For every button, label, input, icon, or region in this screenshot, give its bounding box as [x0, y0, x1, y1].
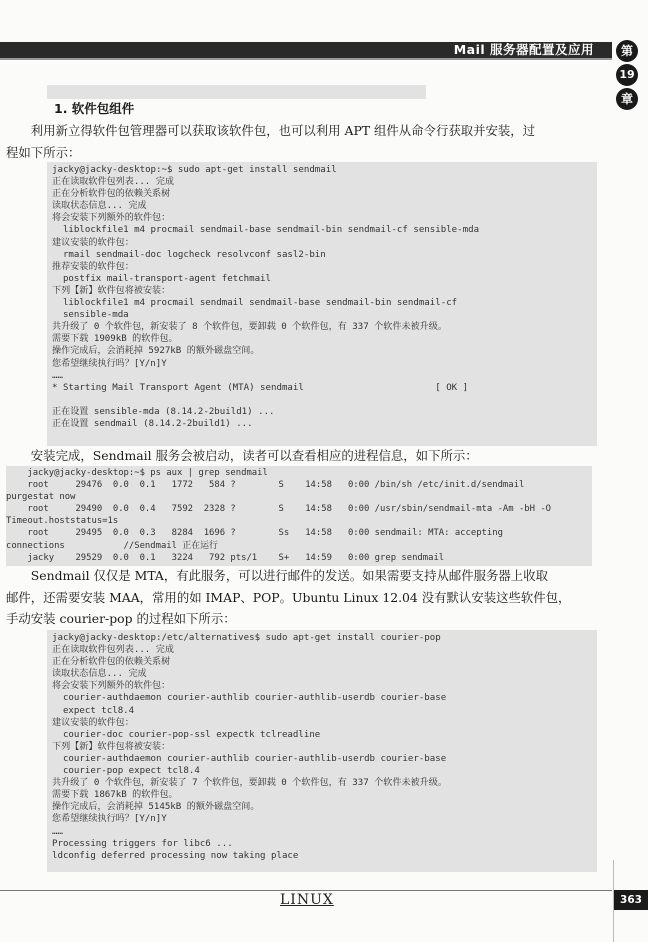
header-bar [0, 42, 612, 58]
code-line: courier-doc courier-pop-ssl expectk tclreadline [52, 729, 321, 740]
code-line: jacky@jacky-desktop:~$ sudo apt-get install sendmail [52, 165, 337, 175]
chapter-number: 19 [616, 64, 638, 86]
code-line: Processing triggers for libc6 ... [52, 838, 233, 849]
code-line: 正在设置 sendmail (8.14.2-2build1) ... [52, 418, 253, 429]
code-line: * Starting Mail Transport Agent (MTA) sendmail [ OK ] [52, 382, 469, 393]
paragraph-line: 邮件，还需要安装 MAA，常用的如 IMAP、POP。Ubuntu Linux 12.04 没有默认安装这些软件包， [6, 589, 571, 605]
code-line: root 29490 0.0 0.4 7592 2328 ? S 14:58 0:00 /usr/sbin/sendmail-mta -Am -bH -O [6, 504, 552, 515]
code-line: jacky 29529 0.0 0.1 3224 792 pts/1 S+ 14:59 0:00 grep sendmail [6, 552, 445, 563]
code-line: 读取状态信息... 完成 [52, 201, 147, 212]
code-line: 共升级了 0 个软件包，新安装了 8 个软件包，要卸载 0 个软件包，有 337 个软件未被升级。 [52, 322, 447, 333]
paragraph-line: 安装完成，Sendmail 服务会被启动，读者可以查看相应的进程信息，如下所示： [30, 448, 478, 463]
section-heading: 1. 软件包组件 [54, 101, 135, 116]
chapter-suffix: 章 [616, 88, 638, 110]
code-line: 将会安装下列额外的软件包： [52, 213, 171, 224]
code-line: postfix mail-transport-agent fetchmail [52, 273, 271, 284]
code-line: 将会安装下列额外的软件包： [52, 681, 171, 692]
code-line: 正在设置 sensible-mda (8.14.2-2build1) ... [52, 406, 275, 417]
code-line: liblockfile1 m4 procmail sendmail-base sendmail-bin sendmail-cf sensible-mda [52, 225, 480, 236]
code-line: 正在读取软件包列表... 完成 [52, 645, 174, 656]
page-number: 363 [614, 890, 648, 910]
code-line: courier-authdaemon courier-authlib courier-authlib-userdb courier-base [52, 753, 447, 764]
code-line: 操作完成后，会消耗掉 5145kB 的额外磁盘空间。 [52, 802, 260, 813]
code-line: 正在分析软件包的依赖关系树 [52, 657, 171, 668]
chapter-prefix: 第 [616, 40, 638, 62]
code-line: liblockfile1 m4 procmail sendmail sendmail-base sendmail-bin sendmail-cf [52, 298, 458, 309]
code-line: 建议安装的软件包： [52, 237, 134, 248]
code-line: Timeout.hoststatus=1s [6, 516, 119, 527]
chapter-badge [614, 40, 640, 112]
code-line: connections //Sendmail 正在运行 [6, 540, 218, 551]
paragraph-line: 利用新立得软件包管理器可以获取该软件包，也可以利用 APT 组件从命令行获取并安装，过 [30, 123, 536, 138]
paragraph-line: Sendmail 仅仅是 MTA，有此服务，可以进行邮件的发送。如果需要支持从邮件服务器上收取 [30, 568, 548, 583]
code-line: 下列【新】软件包将被安装： [52, 285, 171, 296]
code-line: courier-authdaemon courier-authlib courier-authlib-userdb courier-base [52, 693, 447, 704]
code-line: …… [52, 370, 63, 381]
paragraph-sendmail-mta [6, 565, 591, 630]
code-line: 正在分析软件包的依赖关系树 [52, 189, 171, 200]
code-line: 下列【新】软件包将被安装： [52, 741, 171, 752]
chapter-title: Mail 服务器配置及应用 [453, 42, 594, 57]
code-block-install-courier [47, 630, 597, 872]
code-line: 需要下载 1867kB 的软件包。 [52, 790, 178, 801]
code-block-ps-sendmail [6, 466, 592, 566]
footer-divider [0, 890, 612, 891]
paragraph-line: 手动安装 courier-pop 的过程如下所示： [6, 611, 236, 626]
code-line: 需要下载 1909kB 的软件包。 [52, 334, 178, 345]
code-line: 正在读取软件包列表... 完成 [52, 177, 174, 188]
code-line: 建议安装的软件包： [52, 717, 134, 728]
paragraph-line: 程如下所示： [6, 144, 81, 160]
code-line: expect tcl8.4 [52, 705, 135, 716]
code-line: jacky@jacky-desktop:/etc/alternatives$ sudo apt-get install courier-pop [52, 633, 441, 643]
code-line: …… [52, 826, 63, 837]
code-line: 共升级了 0 个软件包，新安装了 7 个软件包，要卸载 0 个软件包，有 337 个软件未被升级。 [52, 778, 447, 789]
code-line: 读取状态信息... 完成 [52, 669, 147, 680]
code-line: 推荐安装的软件包： [52, 261, 134, 272]
code-line: root 29476 0.0 0.1 1772 584 ? S 14:58 0:00 /bin/sh /etc/init.d/sendmail [6, 480, 525, 491]
code-line: sensible-mda [52, 310, 129, 321]
code-line: 操作完成后，会消耗掉 5927kB 的额外磁盘空间。 [52, 346, 260, 357]
header-divider [0, 58, 612, 60]
code-block-dpkg [47, 85, 426, 99]
code-line: 您希望继续执行吗？[Y/n]Y [52, 814, 167, 825]
code-line: 您希望继续执行吗？[Y/n]Y [52, 358, 167, 369]
code-line: root 29495 0.0 0.3 8284 1696 ? Ss 14:58 0:00 sendmail: MTA: accepting [6, 528, 503, 539]
code-line: jacky@jacky-desktop:~$ ps aux | grep sendmail [6, 468, 268, 478]
code-line [52, 394, 597, 406]
footer-logo: LINUX [280, 892, 334, 908]
code-line: courier-pop expect tcl8.4 [52, 766, 200, 777]
code-line: purgestat now [6, 492, 76, 503]
code-line: ldconfig deferred processing now taking place [52, 850, 299, 861]
paragraph-installed [6, 445, 591, 467]
code-line: rmail sendmail-doc logcheck resolvconf sasl2-bin [52, 249, 326, 260]
paragraph-intro [6, 120, 591, 163]
code-block-install-sendmail [47, 162, 597, 446]
